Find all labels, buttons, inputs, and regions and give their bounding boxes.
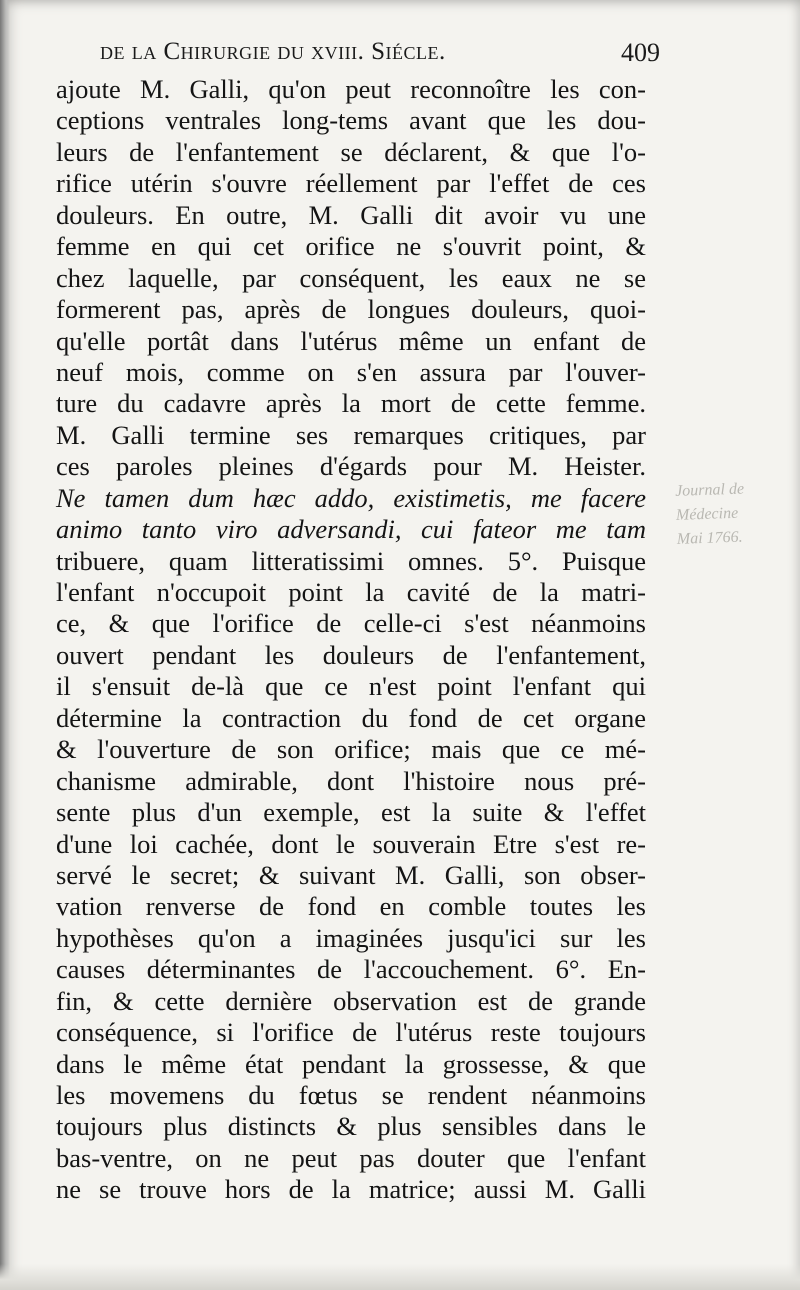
text-line: chanisme admirable, dont l'histoire nous pré- [56,765,646,796]
page-gutter-shadow [0,0,10,1290]
text-line: ce, & que l'orifice de celle-ci s'est néanmoins [56,608,646,639]
text-line: détermine la contraction du fond de cet organe [56,702,646,733]
text-line: conséquence, si l'orifice de l'utérus reste toujours [56,1017,646,1048]
text-line: servé le secret; & suivant M. Galli, son obser- [56,859,646,890]
text-line: ces paroles pleines d'égards pour M. Heister. [56,451,646,482]
text-line: ajoute M. Galli, qu'on peut reconnoître les con- [56,74,646,104]
text-line: ouvert pendant les douleurs de l'enfantement, [56,639,646,670]
text-line: & l'ouverture de son orifice; mais que ce mé- [56,734,646,765]
text-line: il s'ensuit de-là que ce n'est point l'enfant qui [56,671,646,702]
text-line: animo tanto viro adversandi, cui fateor me tam [56,514,646,545]
text-line: chez laquelle, par conséquent, les eaux ne se [56,262,646,293]
text-line: tribuere, quam litteratissimi omnes. 5°. Puisque [56,545,646,576]
marginal-note-line: Journal de [674,480,745,500]
marginal-note [675,476,787,552]
text-line: M. Galli termine ses remarques critiques, par [56,419,646,450]
text-line: ne se trouve hors de la matrice; aussi M. Galli [56,1174,646,1205]
text-line: ture du cadavre après la mort de cette femme. [56,388,646,419]
text-line: femme en qui cet orifice ne s'ouvrit point, & [56,231,646,262]
text-line: douleurs. En outre, M. Galli dit avoir vu une [56,199,646,230]
text-line: les movemens du fœtus se rendent néanmoins [56,1080,646,1110]
text-line: hypothèses qu'on a imaginées jusqu'ici sur les [56,922,646,953]
text-line: sente plus d'un exemple, est la suite & l'effet [56,797,646,828]
text-line: toujours plus distincts & plus sensibles dans le [56,1111,646,1142]
text-line: causes déterminantes de l'accouchement. 6°. En- [56,954,646,985]
page-bottom-edge [0,1264,800,1290]
page-number: 409 [621,38,660,67]
marginal-note-line: Mai 1766. [676,528,743,548]
text-line: vation renverse de fond en comble toutes les [56,891,646,922]
text-line: rifice utérin s'ouvre réellement par l'effet de ces [56,168,646,199]
text-line: fin, & cette dernière observation est de grande [56,985,646,1016]
body-text [56,74,646,1206]
text-line: Ne tamen dum hæc addo, existimetis, me facere [56,482,646,513]
text-line: bas-ventre, on ne peut pas douter que l'enfant [56,1142,646,1173]
text-line: ceptions ventrales long-tems avant que les dou- [56,105,646,136]
text-line: formerent pas, après de longues douleurs, quoi- [56,294,646,325]
text-line: leurs de l'enfantement se déclarent, & que l'o- [56,136,646,167]
running-head [100,38,660,74]
text-line: qu'elle portât dans l'utérus même un enfant de [56,325,646,356]
text-line: neuf mois, comme on s'en assura par l'ouver- [56,356,646,387]
text-line: d'une loi cachée, dont le souverain Etre s'est re- [56,828,646,859]
text-line: l'enfant n'occupoit point la cavité de la matri- [56,577,646,607]
marginal-note-line: Médecine [675,504,739,524]
text-line: dans le même état pendant la grossesse, & que [56,1048,646,1079]
running-head-title: de la Chirurgie du xviii. Siécle. [100,38,446,65]
